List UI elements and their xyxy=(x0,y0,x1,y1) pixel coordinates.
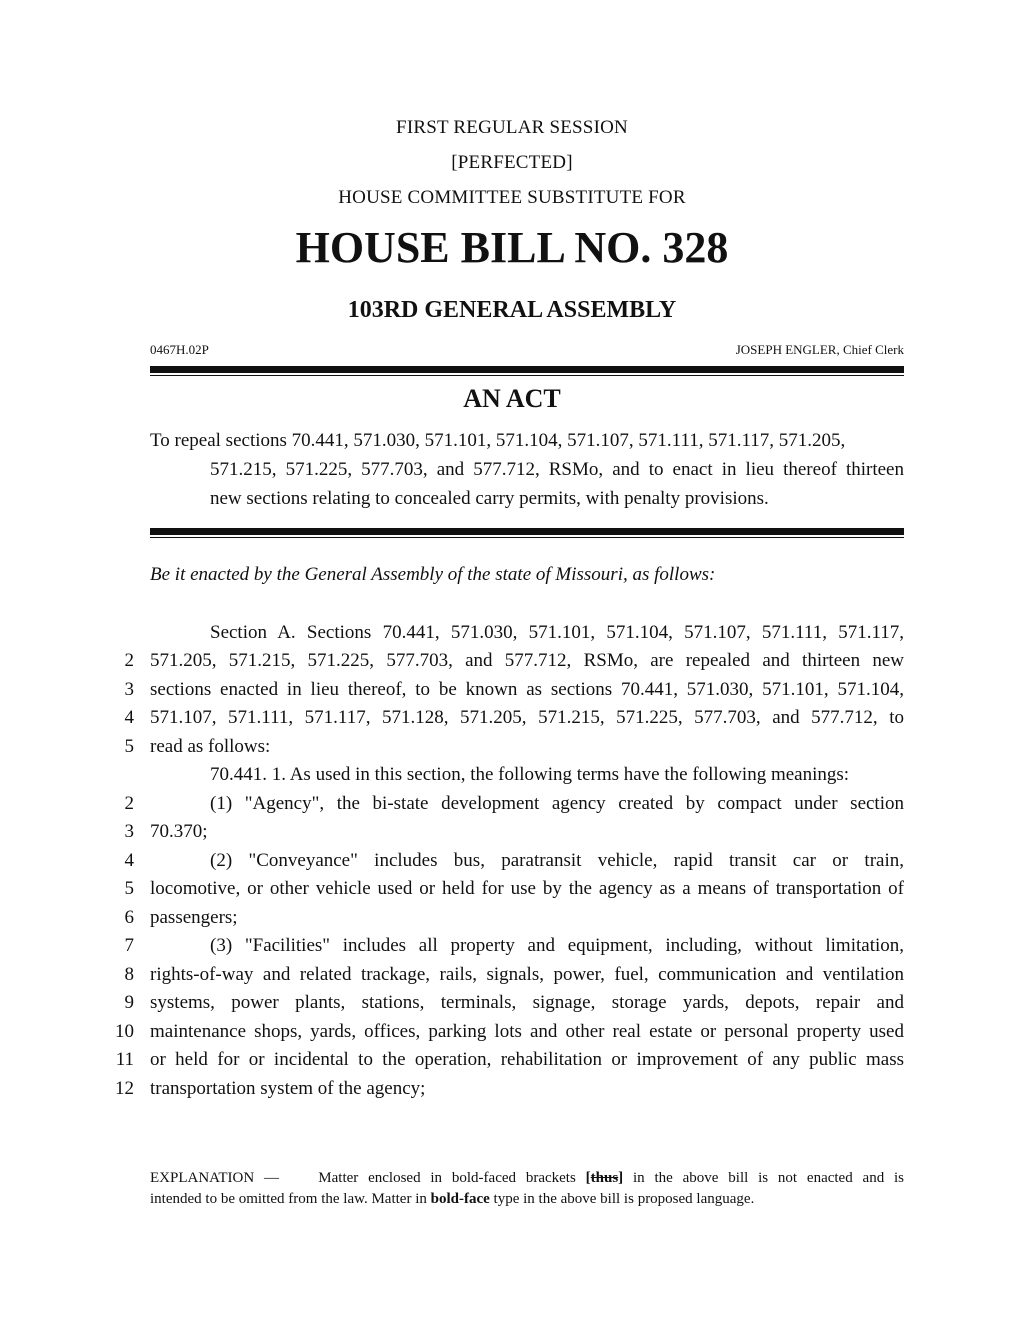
line-text: read as follows: xyxy=(150,736,271,757)
line-text: (2) "Conveyance" includes bus, paratransit vehicle, rapid transit car or train, xyxy=(210,850,904,871)
explanation-text-1: Matter enclosed in bold-faced brackets xyxy=(318,1170,576,1186)
act-line-3: new sections relating to concealed carry permits, with penalty provisions. xyxy=(210,488,769,509)
line-number: 4 xyxy=(124,707,134,728)
line-number: 6 xyxy=(124,907,134,928)
substitute-label: HOUSE COMMITTEE SUBSTITUTE FOR xyxy=(338,187,686,208)
line-number: 3 xyxy=(124,679,134,700)
act-description xyxy=(150,426,904,513)
divider-thin-bottom xyxy=(150,537,904,538)
line-number: 4 xyxy=(124,850,134,871)
body-line xyxy=(124,875,904,903)
line-text: passengers; xyxy=(150,907,238,928)
body-line xyxy=(124,961,904,989)
line-text: 571.205, 571.215, 571.225, 577.703, and 577.712, RSMo, are repealed and thirteen new xyxy=(150,650,904,671)
line-text: or held for or incidental to the operation, rehabilitation or improvement of any public mass xyxy=(150,1049,904,1070)
line-number: 9 xyxy=(124,992,134,1013)
line-number: 12 xyxy=(115,1078,134,1099)
session-label: FIRST REGULAR SESSION xyxy=(396,117,628,138)
bracket-open: [ xyxy=(585,1170,591,1186)
body-line xyxy=(124,790,904,818)
bold-face-example: bold-face xyxy=(430,1191,490,1207)
explanation-line-1 xyxy=(150,1168,904,1189)
document-id: 0467H.02P xyxy=(150,342,209,357)
line-number: 2 xyxy=(124,650,134,671)
explanation-text-2: in the above bill is not enacted and is xyxy=(633,1170,905,1186)
line-number: 5 xyxy=(124,736,134,757)
body-line xyxy=(124,818,904,846)
act-title: AN ACT xyxy=(463,384,561,413)
explanation-note xyxy=(150,1168,904,1210)
line-text: transportation system of the agency; xyxy=(150,1078,426,1099)
bill-title: HOUSE BILL NO. 328 xyxy=(295,223,729,272)
line-text: maintenance shops, yards, offices, parking lots and other real estate or personal property used xyxy=(150,1021,904,1042)
assembly-label: 103RD GENERAL ASSEMBLY xyxy=(347,297,677,323)
line-text: 70.441. 1. As used in this section, the following terms have the following meanings: xyxy=(210,764,850,785)
divider-thick-top xyxy=(150,366,904,373)
body-line xyxy=(124,676,904,704)
line-number: 8 xyxy=(124,964,134,985)
body-line xyxy=(150,761,904,789)
line-text: 70.370; xyxy=(150,821,208,842)
line-text: systems, power plants, stations, terminals, signage, storage yards, depots, repair and xyxy=(150,992,904,1013)
line-text: (3) "Facilities" includes all property and equipment, including, without limitation, xyxy=(210,935,904,956)
body-line xyxy=(124,704,904,732)
bracket-close: ] xyxy=(618,1170,624,1186)
chief-clerk: JOSEPH ENGLER, Chief Clerk xyxy=(735,342,904,357)
line-text: sections enacted in lieu thereof, to be known as sections 70.441, 571.030, 571.101, 571.104, xyxy=(150,679,904,700)
body-line xyxy=(150,619,904,647)
explanation-lead: EXPLANATION — xyxy=(150,1170,279,1186)
line-number: 3 xyxy=(124,821,134,842)
body-line xyxy=(124,932,904,960)
body-line xyxy=(115,1075,904,1103)
line-number: 10 xyxy=(115,1021,134,1042)
body-line xyxy=(115,1018,904,1046)
line-text: 571.107, 571.111, 571.117, 571.128, 571.205, 571.215, 571.225, 577.703, and 577.712, to xyxy=(150,707,904,728)
line-text: Section A. Sections 70.441, 571.030, 571.101, 571.104, 571.107, 571.111, 571.117, xyxy=(210,622,904,643)
explanation-line-2 xyxy=(150,1189,904,1210)
body-line xyxy=(124,733,904,761)
struck-example: thus xyxy=(590,1170,619,1186)
explanation-text-4: type in the above bill is proposed language. xyxy=(493,1191,755,1207)
line-text: rights-of-way and related trackage, rails, signals, power, fuel, communication and ventilation xyxy=(150,964,904,985)
body-line xyxy=(124,904,904,932)
act-line-1: To repeal sections 70.441, 571.030, 571.101, 571.104, 571.107, 571.111, 571.117, 571.205, xyxy=(150,430,846,451)
line-text: (1) "Agency", the bi-state development agency created by compact under section xyxy=(210,793,904,814)
explanation-text-3: intended to be omitted from the law. Matter in xyxy=(150,1191,427,1207)
divider-thick-bottom xyxy=(150,528,904,535)
act-line-2: 571.215, 571.225, 577.703, and 577.712, RSMo, and to enact in lieu thereof thirteen xyxy=(210,459,904,480)
status-label: [PERFECTED] xyxy=(451,152,573,173)
body-line xyxy=(124,847,904,875)
line-number: 11 xyxy=(115,1049,134,1070)
body-line xyxy=(124,989,904,1017)
body-line xyxy=(115,1046,904,1074)
line-number: 5 xyxy=(124,878,134,899)
divider-thin-top xyxy=(150,375,904,376)
enacting-clause: Be it enacted by the General Assembly of the state of Missouri, as follows: xyxy=(150,564,716,585)
body-line xyxy=(124,647,904,675)
line-text: locomotive, or other vehicle used or held for use by the agency as a means of transportation of xyxy=(150,878,904,899)
line-number: 2 xyxy=(124,793,134,814)
line-number: 7 xyxy=(124,935,134,956)
